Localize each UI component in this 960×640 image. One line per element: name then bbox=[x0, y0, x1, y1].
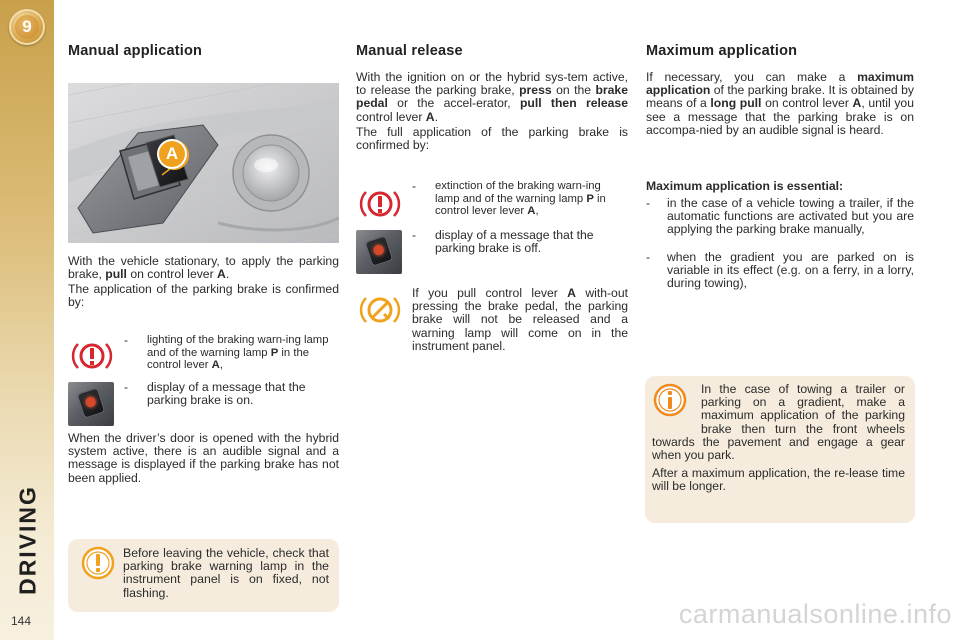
col3-intro-part: on control lever bbox=[761, 96, 853, 111]
col2-intro-part: on the bbox=[551, 83, 596, 98]
col2-intro-brake-pedal: brake pedal bbox=[356, 83, 628, 111]
col2-intro-part: or the accel-erator, bbox=[387, 96, 520, 111]
braking-warning-red-icon-2 bbox=[358, 182, 402, 226]
bullet-dash: - bbox=[124, 333, 129, 347]
col2-intro-part: . bbox=[434, 109, 438, 124]
lever-thumbnail-off bbox=[356, 230, 402, 274]
bullet-text-part: in the control lever bbox=[147, 346, 310, 372]
bullet-text-p: P bbox=[586, 192, 594, 205]
col1-door-note: When the driver’s door is opened with the hybrid system active, there is an audible signal and a message is displayed if the parking brake has not been applied. bbox=[68, 431, 339, 485]
parking-brake-lever-photo bbox=[68, 83, 339, 243]
col2-intro-part: control lever bbox=[356, 109, 426, 124]
lever-a-letter: A bbox=[165, 144, 179, 163]
col1-bullet-message-text: display of a message that the parking brake is on. bbox=[147, 380, 306, 408]
lever-a-label bbox=[159, 141, 185, 167]
bullet-text-part: , bbox=[535, 205, 539, 218]
col2-bullet-message-text: display of a message that the parking brake is off. bbox=[435, 228, 594, 256]
col3-bullet-gradient bbox=[646, 251, 914, 293]
col2-intro bbox=[356, 71, 628, 124]
lever-thumbnail-switch bbox=[365, 235, 394, 267]
col3-intro-part: , until you see a message that the parking brake is on accompa-nied by an audible signal is heard. bbox=[646, 96, 914, 137]
col1-confirmed: The application of the parking brake is confirmed by: bbox=[68, 282, 339, 310]
lever-thumbnail-led bbox=[84, 396, 97, 409]
bullet-text-part: lighting of the braking warn-ing lamp and of the warning lamp bbox=[147, 334, 329, 359]
col2-intro-lever: A bbox=[425, 109, 435, 124]
bullet-dash: - bbox=[412, 179, 417, 193]
col3-bullet-gradient-text: when the gradient you are parked on is variable in its effect (e.g. on a ferry, in a lorry, during towing), bbox=[667, 250, 914, 291]
section-title bbox=[6, 485, 50, 595]
col1-intro bbox=[68, 255, 339, 281]
col3-intro-part: of the parking brake. It is obtained by means of a bbox=[646, 83, 914, 111]
bullet-text-part: , bbox=[219, 359, 223, 372]
watermark: carmanualsonline.info bbox=[678, 599, 952, 629]
col3-intro-long-pull: long pull bbox=[710, 96, 762, 111]
info-note-p2: After a maximum application, the re-lease time will be longer. bbox=[652, 466, 905, 494]
col2-p3-part: with-out pressing the brake pedal, the parking brake will not be released and a warning lamp will come on in the instrument panel. bbox=[412, 286, 628, 353]
col2-p3-lever: A bbox=[567, 286, 576, 300]
col2-p3-part: If you pull control lever bbox=[412, 286, 568, 300]
caution-icon bbox=[79, 544, 117, 582]
info-icon-spacer bbox=[652, 383, 701, 423]
heading-manual-application: Manual application bbox=[68, 43, 203, 59]
lever-thumbnail-led bbox=[372, 244, 385, 257]
bullet-dash: - bbox=[412, 228, 417, 242]
bullet-dash: - bbox=[646, 250, 651, 264]
col3-intro-lever: A bbox=[852, 96, 862, 111]
col3-intro bbox=[646, 71, 914, 137]
col3-essential-heading: Maximum application is essential: bbox=[646, 179, 844, 193]
heading-manual-release: Manual release bbox=[356, 43, 463, 59]
col1-bullet-lamp-text bbox=[147, 334, 338, 372]
page-number: 144 bbox=[10, 614, 32, 628]
bullet-text-lever: A bbox=[527, 205, 536, 218]
bullet-text-lever: A bbox=[211, 359, 220, 372]
col2-bullet-extinction-text bbox=[435, 180, 628, 218]
col2-intro-pull-release: pull then release bbox=[519, 96, 628, 111]
col1-intro-part: With the vehicle stationary, to apply the parking brake, bbox=[68, 254, 339, 282]
heading-maximum-application: Maximum application bbox=[646, 43, 798, 59]
bullet-dash: - bbox=[124, 380, 129, 394]
info-note-p1: In the case of towing a trailer or parking on a gradient, make a maximum application of the parking brake then turn the front wheels towards the pavement and engage a gear when you park. bbox=[652, 382, 905, 463]
bullet-dash: - bbox=[646, 196, 651, 210]
brake-fault-orange-icon bbox=[358, 288, 402, 332]
braking-warning-red-icon bbox=[70, 334, 114, 378]
section-title-text: DRIVING bbox=[14, 485, 41, 595]
col2-intro-part: With the ignition on or the hybrid sys-tem active, to release the parking brake, bbox=[356, 70, 628, 98]
info-note-box bbox=[645, 376, 915, 523]
warning-note-text: Before leaving the vehicle, check that parking brake warning lamp in the instrument panel is on fixed, not flashing. bbox=[123, 546, 329, 600]
bullet-text-p: P bbox=[270, 346, 279, 359]
col3-intro-part: If necessary, you can make a bbox=[646, 70, 858, 84]
lever-thumbnail-on bbox=[68, 382, 114, 426]
col3-bullet-towing-text: in the case of a vehicle towing a trailer, if the automatic functions are activated but you are applying the parking brake manually, bbox=[667, 196, 914, 237]
warning-note-box bbox=[68, 539, 339, 612]
col3-intro-max-app: maximum application bbox=[646, 70, 914, 98]
col3-bullet-towing bbox=[646, 197, 914, 253]
chapter-badge bbox=[9, 9, 45, 45]
col2-pull-without-brake bbox=[412, 287, 628, 353]
bullet-text-part: in control lever lever bbox=[435, 192, 606, 218]
bullet-text-part: extinction of the braking warn-ing lamp and of the warning lamp bbox=[435, 180, 601, 205]
col1-intro-part: on control lever bbox=[126, 267, 218, 282]
col1-intro-part: . bbox=[225, 267, 230, 282]
col1-intro-pull: pull bbox=[105, 267, 127, 282]
chapter-sidebar bbox=[0, 0, 54, 640]
chapter-number: 9 bbox=[15, 15, 39, 39]
col2-intro-press: press bbox=[519, 83, 552, 98]
col1-intro-lever: A bbox=[217, 267, 226, 282]
info-note-text bbox=[652, 383, 905, 494]
console-illustration bbox=[68, 83, 339, 243]
lever-thumbnail-switch bbox=[77, 387, 106, 419]
col2-confirmed: The full application of the parking brake is confirmed by: bbox=[356, 125, 628, 153]
